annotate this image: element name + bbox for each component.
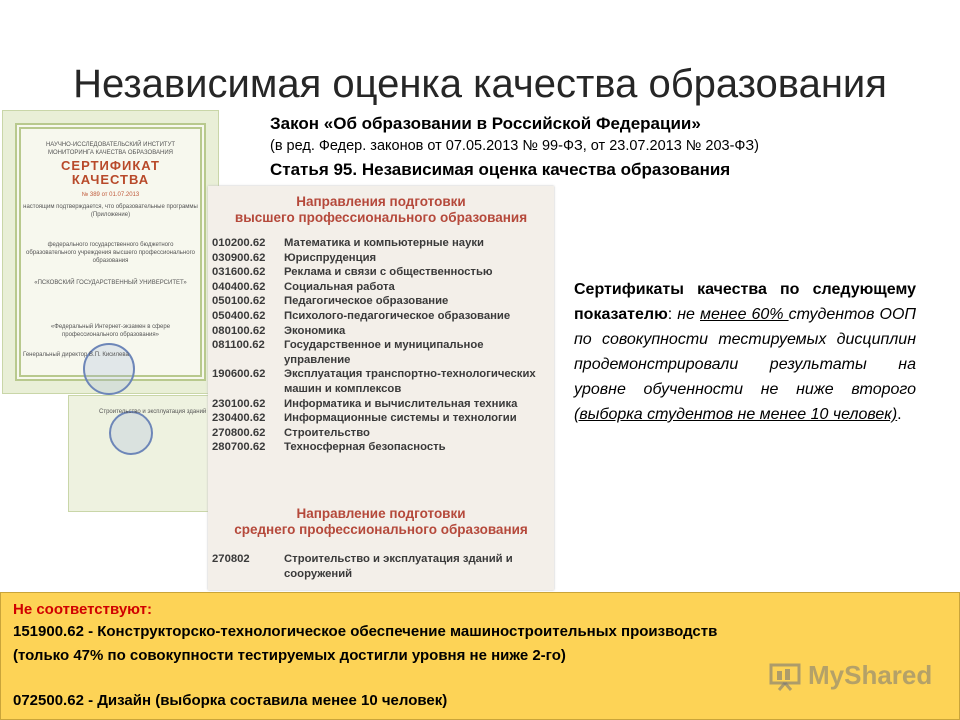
banner-line: 072500.62 - Дизайн (выборка составила менее 10 человек) [13, 692, 448, 709]
certificate-number: № 389 от 01.07.2013 [81, 192, 140, 198]
para-colon: : [667, 306, 673, 323]
nonconformity-banner [0, 592, 960, 720]
list-heading: Направления подготовки [296, 194, 466, 209]
program-name: Техносферная безопасность [284, 441, 446, 454]
list-heading: среднего профессионального образования [234, 522, 528, 537]
program-row [212, 265, 550, 280]
program-name: Экономика [284, 324, 346, 337]
certificate-image-second [68, 395, 218, 512]
program-name: Реклама и связи с общественностью [284, 266, 493, 279]
certificate-signature: Генеральный директор В.П. Кисилева [23, 352, 129, 358]
program-name: Информационные системы и технологии [284, 412, 517, 425]
certificate-text: «Федеральный Интернет-экзамен в сфере профессионального образования» [50, 324, 171, 338]
law-article: Статья 95. Независимая оценка качества образования [270, 160, 731, 179]
program-code: 270800.62 [212, 426, 266, 439]
program-row [212, 367, 550, 396]
certificate-title: СЕРТИФИКАТ КАЧЕСТВА [61, 158, 160, 187]
program-row [212, 251, 550, 266]
presentation-icon [768, 661, 802, 691]
certificate-image [2, 110, 219, 394]
program-row [212, 397, 550, 412]
certificate-text: федерального государственного бюджетного образовательного учреждения высшего профессионального образования [26, 242, 195, 264]
program-code: 081100.62 [212, 339, 265, 352]
program-code: 031600.62 [212, 266, 266, 279]
program-code: 230400.62 [212, 412, 266, 425]
watermark [768, 660, 932, 691]
list-heading: Направление подготовки [296, 506, 466, 521]
program-row [212, 338, 550, 367]
para-indicator: показателю [574, 306, 668, 323]
program-name: Информатика и вычислительная техника [284, 397, 518, 410]
program-name: Строительство и эксплуатация зданий и сооружений [284, 553, 513, 580]
seal-stamp [109, 411, 153, 455]
program-code: 040400.62 [212, 280, 266, 293]
program-code: 080100.62 [212, 324, 266, 337]
certificate-university: «ПСКОВСКИЙ ГОСУДАРСТВЕННЫЙ УНИВЕРСИТЕТ» [34, 280, 187, 286]
para-lead: Сертификаты качества по следующему [574, 281, 916, 298]
program-name: Строительство [284, 426, 370, 439]
slide-title: Независимая оценка качества образования [73, 62, 887, 106]
programs-rows [212, 236, 550, 455]
law-title: Закон «Об образовании в Российской Федерации» [270, 114, 701, 133]
program-name: Психолого-педагогическое образование [284, 309, 511, 322]
para-text: студентов ООП по совокупности тестируемых дисциплин продемонстрировали результаты на уровне обученности не ниже второго [574, 306, 917, 398]
program-row [212, 324, 550, 339]
certificate-text: настоящим подтверждается, что образовательные программы (Приложение) [23, 204, 198, 218]
program-code: 270802 [212, 553, 250, 565]
para-text: не [677, 306, 700, 323]
program-code: 190600.62 [212, 368, 266, 381]
program-row [212, 280, 550, 295]
program-name: Эксплуатация транспортно-технологических машин и комплексов [284, 368, 536, 395]
law-block [270, 112, 910, 181]
program-row [212, 552, 550, 581]
program-name: Социальная работа [284, 280, 395, 293]
program-code: 280700.62 [212, 441, 266, 454]
law-edition: (в ред. Федер. законов от 07.05.2013 № 99-ФЗ, от 23.07.2013 № 203-ФЗ) [270, 138, 760, 154]
banner-line: (только 47% по совокупности тестируемых достигли уровня не ниже 2-го) [13, 647, 566, 664]
program-row [212, 411, 550, 426]
program-name: Юриспруденция [284, 251, 377, 264]
banner-line: 151900.62 - Конструкторско-технологическое обеспечение машиностроительных производств [13, 623, 718, 640]
banner-label: Не соответствуют: [13, 601, 152, 618]
program-row [212, 309, 550, 324]
program-name: Педагогическое образование [284, 295, 449, 308]
watermark-text: MyShared [808, 660, 933, 690]
program-code: 050100.62 [212, 295, 266, 308]
program-name: Математика и компьютерные науки [284, 237, 484, 249]
program-row [212, 294, 550, 309]
certificate-text: Строительство и эксплуатация зданий [99, 409, 207, 415]
program-code: 030900.62 [212, 251, 266, 264]
program-code: 230100.62 [212, 397, 266, 410]
program-row [212, 236, 550, 251]
program-name: Государственное и муниципальное управление [284, 339, 484, 366]
programs-list-image [208, 186, 554, 590]
list-heading: высшего профессионального образования [234, 210, 528, 225]
program-code: 050400.62 [212, 309, 266, 322]
programs-rows-secondary [212, 552, 550, 581]
para-percent: менее 60% [700, 306, 789, 323]
program-row [212, 426, 550, 441]
criteria-paragraph [574, 277, 916, 427]
para-period: . [897, 406, 902, 423]
program-row [212, 440, 550, 455]
program-code: 010200.62 [212, 237, 266, 249]
certificate-head: НАУЧНО-ИССЛЕДОВАТЕЛЬСКИЙ ИНСТИТУТ МОНИТОРИНГА КАЧЕСТВА ОБРАЗОВАНИЯ [45, 142, 176, 156]
para-sample: (выборка студентов не менее 10 человек) [574, 406, 898, 423]
